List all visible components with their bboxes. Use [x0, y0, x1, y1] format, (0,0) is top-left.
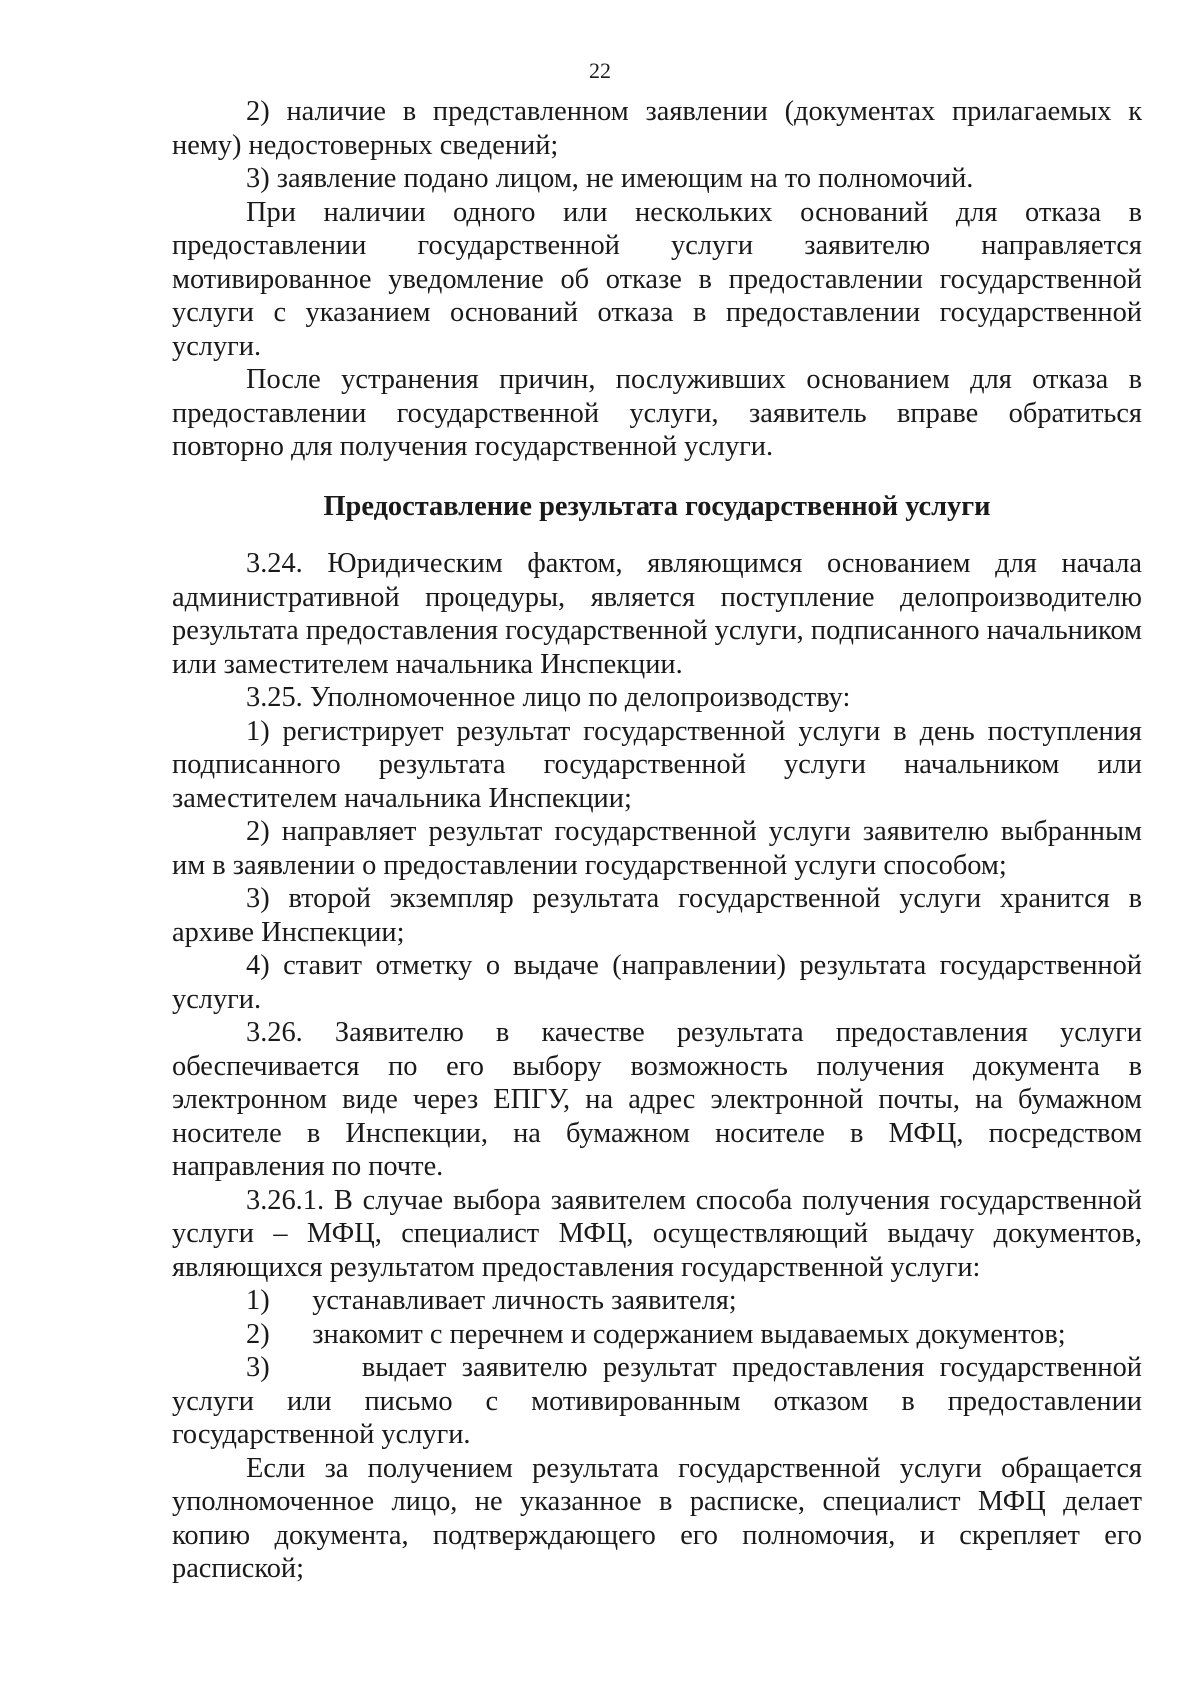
paragraph-authorized-person: Если за получением результата государственной услуги обращается уполномоченное лицо, не указанное в расписке, специалист МФЦ делает копию документа, подтверждающего его полномочия, и скрепляет его распиской;: [172, 1452, 1142, 1584]
paragraph-3-26: 3.26. Заявителю в качестве результата предоставления услуги обеспечивается по его выбору возможность получения документа в электронном виде через ЕПГУ, на адрес электронной почты, на бумажном носителе в Инспекции, на бумажном носителе в МФЦ, посредством направления по почте.: [172, 1017, 1142, 1182]
paragraph-refusal-notice: При наличии одного или нескольких оснований для отказа в предоставлении государственной услуги заявителю направляется мотивированное уведомление об отказе в предоставлении государственной услуги с указанием оснований отказа в предоставлении государственной услуги.: [172, 196, 1142, 362]
paragraph-reapply: После устранения причин, послуживших основанием для отказа в предоставлении государственной услуги, заявитель вправе обратиться повторно для получения государственной услуги.: [172, 364, 1142, 462]
document-body: [172, 95, 1150, 1586]
paragraph-3-25-item-1: 1) регистрирует результат государственной услуги в день поступления подписанного результата государственной услуги начальником или заместителем начальника Инспекции;: [172, 715, 1142, 814]
paragraph-3-26-1-item-2: 2) знакомит с перечнем и содержанием выдаваемых документов;: [246, 1318, 1066, 1350]
paragraph-item-2-false-info: 2) наличие в представленном заявлении (документах прилагаемых к нему) недостоверных сведений;: [172, 96, 1142, 161]
paragraph-3-26-1: 3.26.1. В случае выбора заявителем способа получения государственной услуги – МФЦ, специалист МФЦ, осуществляющий выдачу документов, являющихся результатом предоставления государственной услуги:: [172, 1184, 1142, 1283]
paragraph-item-3-no-authority: 3) заявление подано лицом, не имеющим на то полномочий.: [246, 163, 974, 194]
section-heading: Предоставление результата государственной услуги: [323, 490, 991, 522]
paragraph-3-25-item-2: 2) направляет результат государственной услуги заявителю выбранным им в заявлении о предоставлении государственной услуги способом;: [172, 816, 1142, 881]
paragraph-3-25-item-3: 3) второй экземпляр результата государственной услуги хранится в архиве Инспекции;: [172, 883, 1142, 948]
paragraph-3-25-item-4: 4) ставит отметку о выдаче (направлении) результата государственной услуги.: [172, 950, 1142, 1015]
paragraph-3-24: 3.24. Юридическим фактом, являющимся основанием для начала административной процедуры, является поступление делопроизводителю результата предоставления государственной услуги, подписанного начальником или заместителем начальника Инспекции.: [172, 548, 1142, 680]
paragraph-3-26-1-item-3: 3) выдает заявителю результат предоставления государственной услуги или письмо с мотивированным отказом в предоставлении государственной услуги.: [172, 1352, 1150, 1450]
paragraph-3-25: 3.25. Уполномоченное лицо по делопроизводству:: [246, 682, 851, 713]
page-number: 22: [589, 58, 611, 83]
paragraph-3-26-1-item-1: 1) устанавливает личность заявителя;: [246, 1285, 737, 1316]
